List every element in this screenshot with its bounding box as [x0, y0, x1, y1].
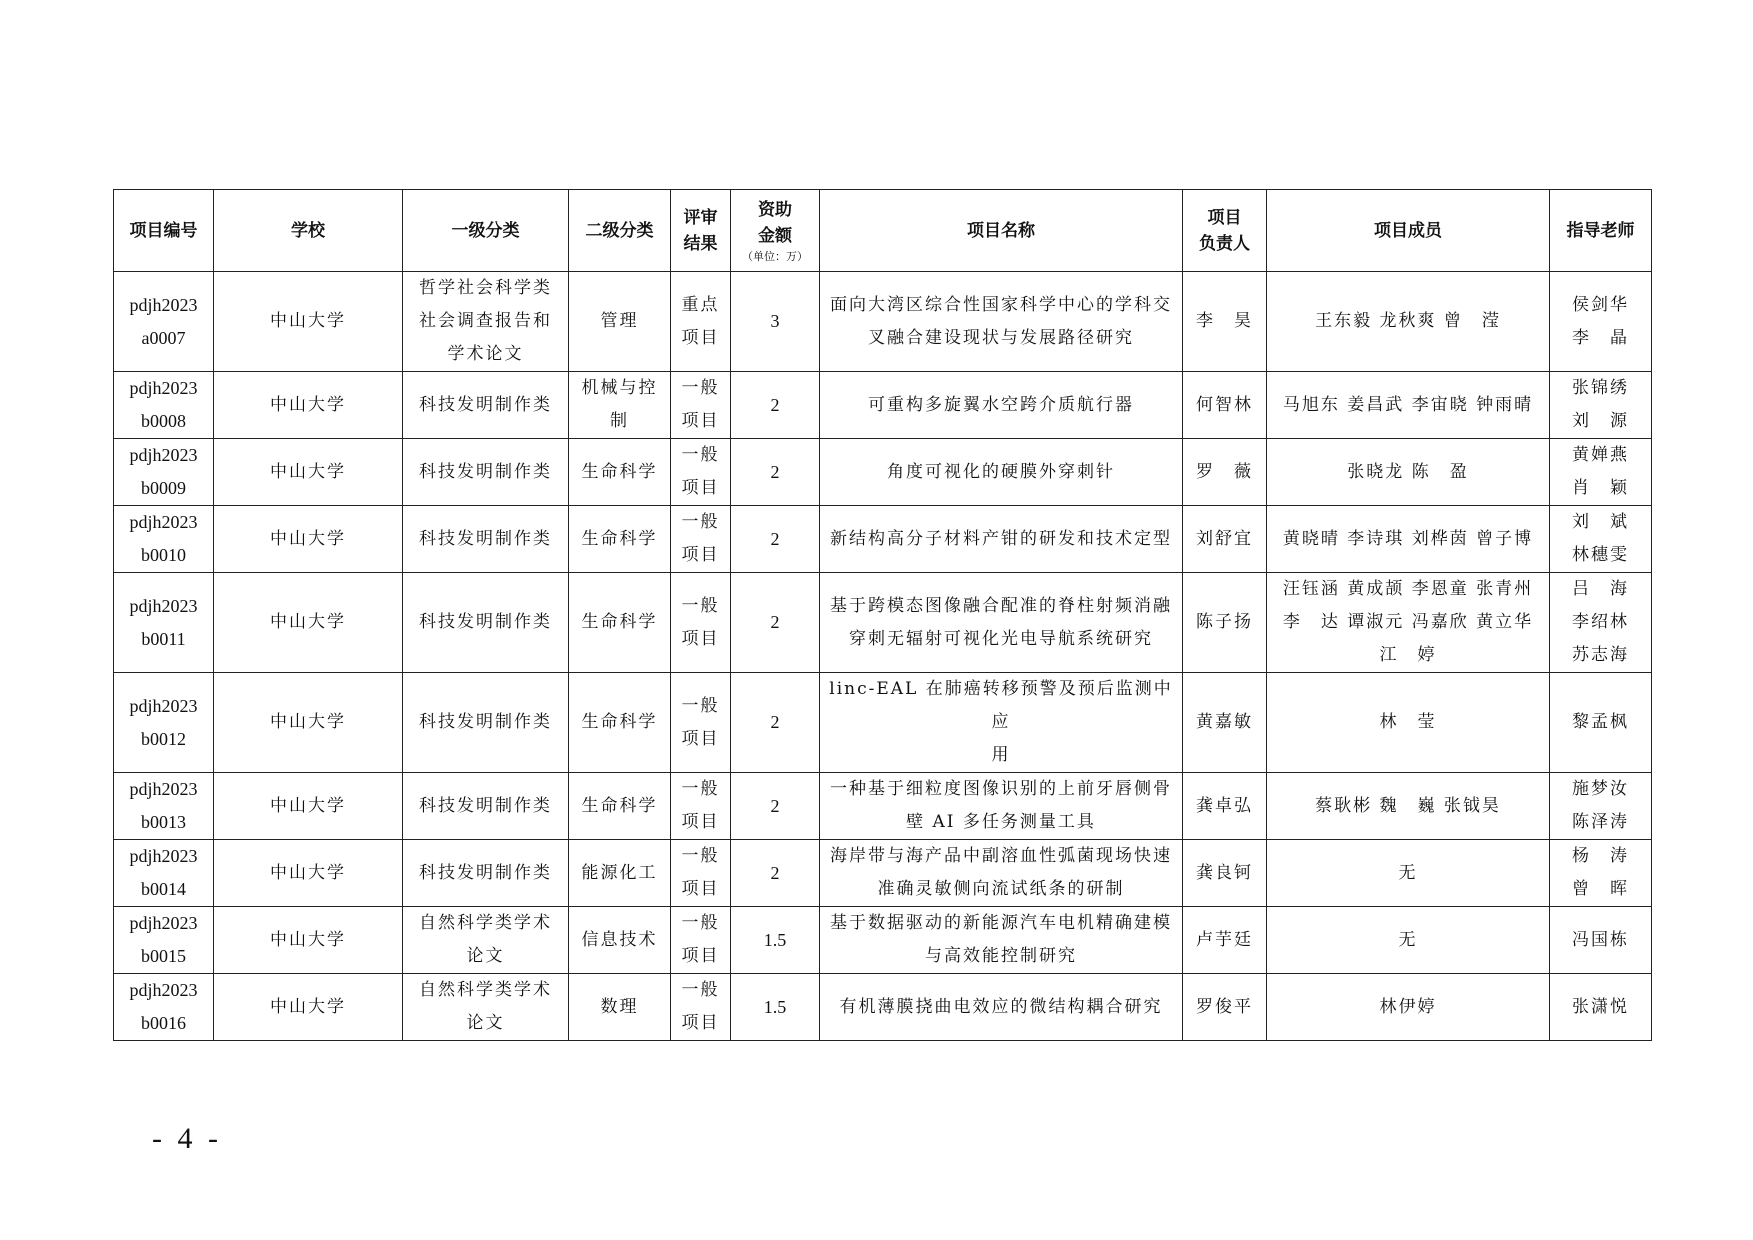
cat2-cell-line: 生命科学 [581, 795, 658, 816]
leader-cell: 李 昊 [1183, 272, 1267, 372]
result-cell [671, 840, 731, 907]
cat1-cell-line: 科技发明制作类 [419, 612, 552, 632]
project-name-cell-line: linc-EAL 在肺癌转移预警及预后监测中应 [829, 679, 1173, 732]
table-row [114, 907, 1652, 974]
header-result [671, 190, 731, 272]
amount-cell: 3 [731, 272, 820, 372]
header-amount-unit: （单位：万） [742, 250, 808, 263]
project-name-cell [820, 272, 1183, 372]
table-row [114, 439, 1652, 506]
code-cell [114, 272, 214, 372]
cat2-cell-line: 能源化工 [581, 862, 658, 883]
cat2-cell [569, 439, 671, 506]
header-school: 学校 [214, 190, 403, 272]
amount-cell: 1.5 [731, 907, 820, 974]
advisor-cell [1550, 974, 1652, 1041]
leader-cell: 黄嘉敏 [1183, 673, 1267, 773]
advisor-cell-line: 张潇悦 [1572, 996, 1629, 1017]
code-cell [114, 840, 214, 907]
cat1-cell [403, 573, 569, 673]
code-cell-line: pdjh2023 [129, 445, 198, 465]
project-name-cell [820, 439, 1183, 506]
amount-cell: 2 [731, 439, 820, 506]
advisor-cell-line: 杨 涛 [1572, 846, 1629, 866]
advisor-cell [1550, 673, 1652, 773]
leader-cell: 卢芋廷 [1183, 907, 1267, 974]
members-cell-line: 蔡耿彬 魏 巍 张钺昊 [1315, 795, 1501, 816]
advisor-cell-line: 刘 斌 [1572, 512, 1629, 532]
code-cell-line: b0012 [141, 728, 186, 749]
code-cell-line: b0008 [141, 411, 186, 431]
project-name-cell [820, 573, 1183, 673]
code-cell-line: b0010 [141, 545, 186, 565]
result-cell [671, 907, 731, 974]
result-cell [671, 439, 731, 506]
members-cell [1267, 907, 1550, 974]
members-cell [1267, 439, 1550, 506]
header-result-line2: 结果 [683, 233, 718, 254]
result-cell-line: 一般 [681, 445, 720, 465]
result-cell-line: 项目 [681, 545, 720, 565]
project-name-cell [820, 773, 1183, 840]
cat2-cell [569, 773, 671, 840]
code-cell-line: a0007 [141, 327, 186, 348]
cat1-cell-line: 科技发明制作类 [419, 862, 552, 883]
code-cell-line: pdjh2023 [129, 512, 198, 532]
table-row [114, 974, 1652, 1041]
project-name-cell-line: 可重构多旋翼水空跨介质航行器 [868, 394, 1134, 415]
result-cell-line: 一般 [681, 980, 720, 1000]
advisor-cell [1550, 840, 1652, 907]
amount-cell: 2 [731, 673, 820, 773]
code-cell [114, 907, 214, 974]
advisor-cell-line: 黄婵燕 [1572, 445, 1629, 465]
advisor-cell-line: 李绍林 [1572, 612, 1629, 632]
project-name-cell-line: 壁 AI 多任务测量工具 [906, 812, 1096, 832]
cat2-cell-line: 生命科学 [581, 528, 658, 549]
code-cell [114, 573, 214, 673]
school-cell: 中山大学 [214, 372, 403, 439]
code-cell-line: pdjh2023 [129, 913, 198, 933]
members-cell-line: 无 [1398, 862, 1418, 883]
code-cell [114, 974, 214, 1041]
leader-cell: 何智林 [1183, 372, 1267, 439]
advisor-cell-line: 苏志海 [1572, 645, 1629, 665]
result-cell [671, 673, 731, 773]
members-cell [1267, 506, 1550, 573]
result-cell [671, 773, 731, 840]
advisor-cell-line: 吕 海 [1572, 579, 1629, 599]
leader-cell: 罗俊平 [1183, 974, 1267, 1041]
result-cell-line: 项目 [681, 728, 720, 749]
advisor-cell-line: 曾 晖 [1572, 879, 1629, 899]
cat2-cell [569, 974, 671, 1041]
school-cell: 中山大学 [214, 773, 403, 840]
table-row [114, 372, 1652, 439]
cat1-cell-line: 科技发明制作类 [419, 528, 552, 549]
members-cell-line: 林伊婷 [1379, 996, 1437, 1017]
cat1-cell [403, 372, 569, 439]
advisor-cell-line: 侯剑华 [1572, 294, 1629, 315]
cat1-cell-line: 哲学社会科学类 [419, 278, 552, 298]
cat1-cell-line: 科技发明制作类 [419, 712, 552, 732]
members-cell [1267, 840, 1550, 907]
school-cell: 中山大学 [214, 673, 403, 773]
header-leader [1183, 190, 1267, 272]
header-advisor: 指导老师 [1550, 190, 1652, 272]
cat2-cell-line: 机械与控 [581, 378, 658, 398]
project-name-cell-line: 叉融合建设现状与发展路径研究 [868, 327, 1134, 348]
project-name-cell-line: 基于数据驱动的新能源汽车电机精确建模 [830, 913, 1172, 933]
project-name-cell-line: 一种基于细粒度图像识别的上前牙唇侧骨 [830, 779, 1172, 799]
members-cell [1267, 372, 1550, 439]
result-cell-line: 项目 [681, 946, 720, 966]
project-name-cell [820, 907, 1183, 974]
cat2-cell-line: 管理 [600, 311, 639, 331]
code-cell [114, 439, 214, 506]
code-cell [114, 506, 214, 573]
header-cat2: 二级分类 [569, 190, 671, 272]
project-name-cell-line: 用 [991, 745, 1011, 765]
cat1-cell-line: 科技发明制作类 [419, 795, 552, 816]
result-cell-line: 一般 [681, 512, 720, 532]
header-amount-line2: 金额 [758, 226, 792, 246]
header-members: 项目成员 [1267, 190, 1550, 272]
amount-cell: 1.5 [731, 974, 820, 1041]
members-cell [1267, 272, 1550, 372]
project-name-cell-line: 与高效能控制研究 [925, 946, 1077, 966]
members-cell-line: 江 婷 [1379, 645, 1437, 665]
cat1-cell [403, 673, 569, 773]
header-leader-line1: 项目 [1207, 207, 1242, 228]
cat1-cell [403, 272, 569, 372]
result-cell-line: 项目 [681, 1013, 720, 1033]
school-cell: 中山大学 [214, 573, 403, 673]
table-row [114, 506, 1652, 573]
cat1-cell-line: 学术论文 [447, 344, 524, 364]
cat1-cell [403, 439, 569, 506]
project-name-cell-line: 穿刺无辐射可视化光电导航系统研究 [849, 628, 1153, 649]
school-cell: 中山大学 [214, 974, 403, 1041]
members-cell-line: 马旭东 姜昌武 李宙晓 钟雨晴 [1282, 394, 1534, 415]
project-name-cell [820, 840, 1183, 907]
result-cell-line: 项目 [681, 812, 720, 832]
cat2-cell-line: 生命科学 [581, 712, 658, 732]
cat1-cell [403, 773, 569, 840]
cat2-cell [569, 673, 671, 773]
advisor-cell [1550, 773, 1652, 840]
table-row [114, 773, 1652, 840]
cat2-cell-line: 生命科学 [581, 612, 658, 632]
leader-cell: 罗 薇 [1183, 439, 1267, 506]
cat1-cell [403, 506, 569, 573]
members-cell-line: 李 达 谭淑元 冯嘉欣 黄立华 [1282, 612, 1534, 632]
result-cell [671, 573, 731, 673]
code-cell-line: pdjh2023 [129, 595, 198, 616]
advisor-cell [1550, 439, 1652, 506]
result-cell-line: 一般 [681, 378, 720, 398]
members-cell [1267, 974, 1550, 1041]
cat2-cell [569, 372, 671, 439]
advisor-cell-line: 施梦汝 [1572, 779, 1629, 799]
cat1-cell-line: 自然科学类学术 [419, 913, 552, 933]
code-cell-line: b0015 [141, 946, 186, 966]
advisor-cell-line: 李 晶 [1572, 327, 1629, 348]
cat1-cell [403, 907, 569, 974]
result-cell-line: 项目 [681, 411, 720, 431]
header-leader-line2: 负责人 [1199, 233, 1250, 254]
code-cell-line: pdjh2023 [129, 378, 198, 398]
table-body [114, 272, 1652, 1041]
code-cell [114, 372, 214, 439]
cat1-cell-line: 论文 [466, 1013, 505, 1033]
advisor-cell-line: 肖 颖 [1572, 478, 1629, 498]
cat1-cell-line: 科技发明制作类 [419, 461, 552, 482]
school-cell: 中山大学 [214, 272, 403, 372]
members-cell-line: 张晓龙 陈 盈 [1347, 461, 1469, 482]
cat2-cell [569, 907, 671, 974]
code-cell-line: b0013 [141, 812, 186, 832]
project-funding-table [113, 189, 1652, 1041]
advisor-cell-line: 刘 源 [1572, 411, 1629, 431]
members-cell-line: 黄晓晴 李诗琪 刘桦茵 曾子博 [1282, 528, 1534, 549]
leader-cell: 刘舒宜 [1183, 506, 1267, 573]
project-name-cell-line: 有机薄膜挠曲电效应的微结构耦合研究 [839, 996, 1163, 1017]
code-cell [114, 673, 214, 773]
header-amount-line1: 资助 [758, 200, 792, 220]
code-cell-line: b0014 [141, 879, 186, 899]
result-cell-line: 一般 [681, 846, 720, 866]
amount-cell: 2 [731, 506, 820, 573]
leader-cell: 龚良钶 [1183, 840, 1267, 907]
members-cell [1267, 773, 1550, 840]
project-name-cell [820, 506, 1183, 573]
code-cell-line: pdjh2023 [129, 695, 198, 716]
code-cell-line: b0016 [141, 1013, 186, 1033]
members-cell [1267, 673, 1550, 773]
result-cell-line: 项目 [681, 879, 720, 899]
advisor-cell [1550, 506, 1652, 573]
advisor-cell-line: 黎孟枫 [1572, 712, 1629, 732]
members-cell-line: 无 [1398, 929, 1418, 950]
school-cell: 中山大学 [214, 439, 403, 506]
school-cell: 中山大学 [214, 840, 403, 907]
table-row [114, 673, 1652, 773]
code-cell-line: b0011 [141, 628, 186, 649]
result-cell-line: 一般 [681, 595, 720, 616]
advisor-cell [1550, 372, 1652, 439]
members-cell-line: 王东毅 龙秋爽 曾 滢 [1315, 311, 1501, 331]
school-cell: 中山大学 [214, 506, 403, 573]
header-amount [731, 190, 820, 272]
table-header-row [114, 190, 1652, 272]
cat1-cell-line: 社会调查报告和 [419, 311, 552, 331]
result-cell [671, 974, 731, 1041]
project-name-cell-line: 面向大湾区综合性国家科学中心的学科交 [830, 294, 1172, 315]
project-name-cell-line: 基于跨模态图像融合配准的脊柱射频消融 [830, 595, 1172, 616]
table-row [114, 272, 1652, 372]
cat2-cell-line: 生命科学 [581, 461, 658, 482]
members-cell [1267, 573, 1550, 673]
cat2-cell [569, 840, 671, 907]
advisor-cell [1550, 573, 1652, 673]
leader-cell: 陈子扬 [1183, 573, 1267, 673]
table-row [114, 573, 1652, 673]
advisor-cell-line: 张锦绣 [1572, 378, 1629, 398]
cat2-cell [569, 272, 671, 372]
cat2-cell [569, 573, 671, 673]
header-name: 项目名称 [820, 190, 1183, 272]
result-cell-line: 一般 [681, 913, 720, 933]
header-cat1: 一级分类 [403, 190, 569, 272]
project-name-cell [820, 673, 1183, 773]
project-name-cell-line: 海岸带与海产品中副溶血性弧菌现场快速 [830, 846, 1172, 866]
result-cell-line: 重点 [681, 294, 720, 315]
advisor-cell [1550, 907, 1652, 974]
result-cell [671, 372, 731, 439]
cat1-cell [403, 840, 569, 907]
code-cell-line: pdjh2023 [129, 779, 198, 799]
cat2-cell [569, 506, 671, 573]
advisor-cell-line: 陈泽涛 [1572, 812, 1629, 832]
cat2-cell-line: 信息技术 [581, 929, 658, 950]
amount-cell: 2 [731, 773, 820, 840]
project-name-cell-line: 准确灵敏侧向流试纸条的研制 [877, 879, 1125, 899]
cat1-cell-line: 自然科学类学术 [419, 980, 552, 1000]
leader-cell: 龚卓弘 [1183, 773, 1267, 840]
result-cell [671, 506, 731, 573]
cat2-cell-line: 数理 [600, 996, 639, 1017]
result-cell-line: 一般 [681, 695, 720, 716]
table-row [114, 840, 1652, 907]
cat1-cell [403, 974, 569, 1041]
page-number: - 4 - [152, 1122, 222, 1155]
header-code: 项目编号 [114, 190, 214, 272]
project-name-cell [820, 372, 1183, 439]
project-name-cell-line: 新结构高分子材料产钳的研发和技术定型 [830, 528, 1172, 549]
cat1-cell-line: 论文 [466, 946, 505, 966]
members-cell-line: 林 莹 [1379, 712, 1437, 732]
advisor-cell-line: 林穗雯 [1572, 545, 1629, 565]
advisor-cell-line: 冯国栋 [1572, 929, 1629, 950]
advisor-cell [1550, 272, 1652, 372]
code-cell-line: b0009 [141, 478, 186, 498]
code-cell-line: pdjh2023 [129, 294, 198, 315]
result-cell-line: 项目 [681, 478, 720, 498]
school-cell: 中山大学 [214, 907, 403, 974]
result-cell [671, 272, 731, 372]
amount-cell: 2 [731, 573, 820, 673]
result-cell-line: 项目 [681, 327, 720, 348]
code-cell-line: pdjh2023 [129, 846, 198, 866]
code-cell-line: pdjh2023 [129, 980, 198, 1000]
project-name-cell [820, 974, 1183, 1041]
code-cell [114, 773, 214, 840]
members-cell-line: 汪钰涵 黄成颉 李恩童 张青州 [1282, 579, 1534, 599]
amount-cell: 2 [731, 840, 820, 907]
cat2-cell-line: 制 [610, 411, 629, 431]
amount-cell: 2 [731, 372, 820, 439]
result-cell-line: 项目 [681, 628, 720, 649]
header-result-line1: 评审 [683, 207, 718, 228]
cat1-cell-line: 科技发明制作类 [419, 394, 552, 415]
result-cell-line: 一般 [681, 779, 720, 799]
project-name-cell-line: 角度可视化的硬膜外穿刺针 [887, 461, 1115, 482]
